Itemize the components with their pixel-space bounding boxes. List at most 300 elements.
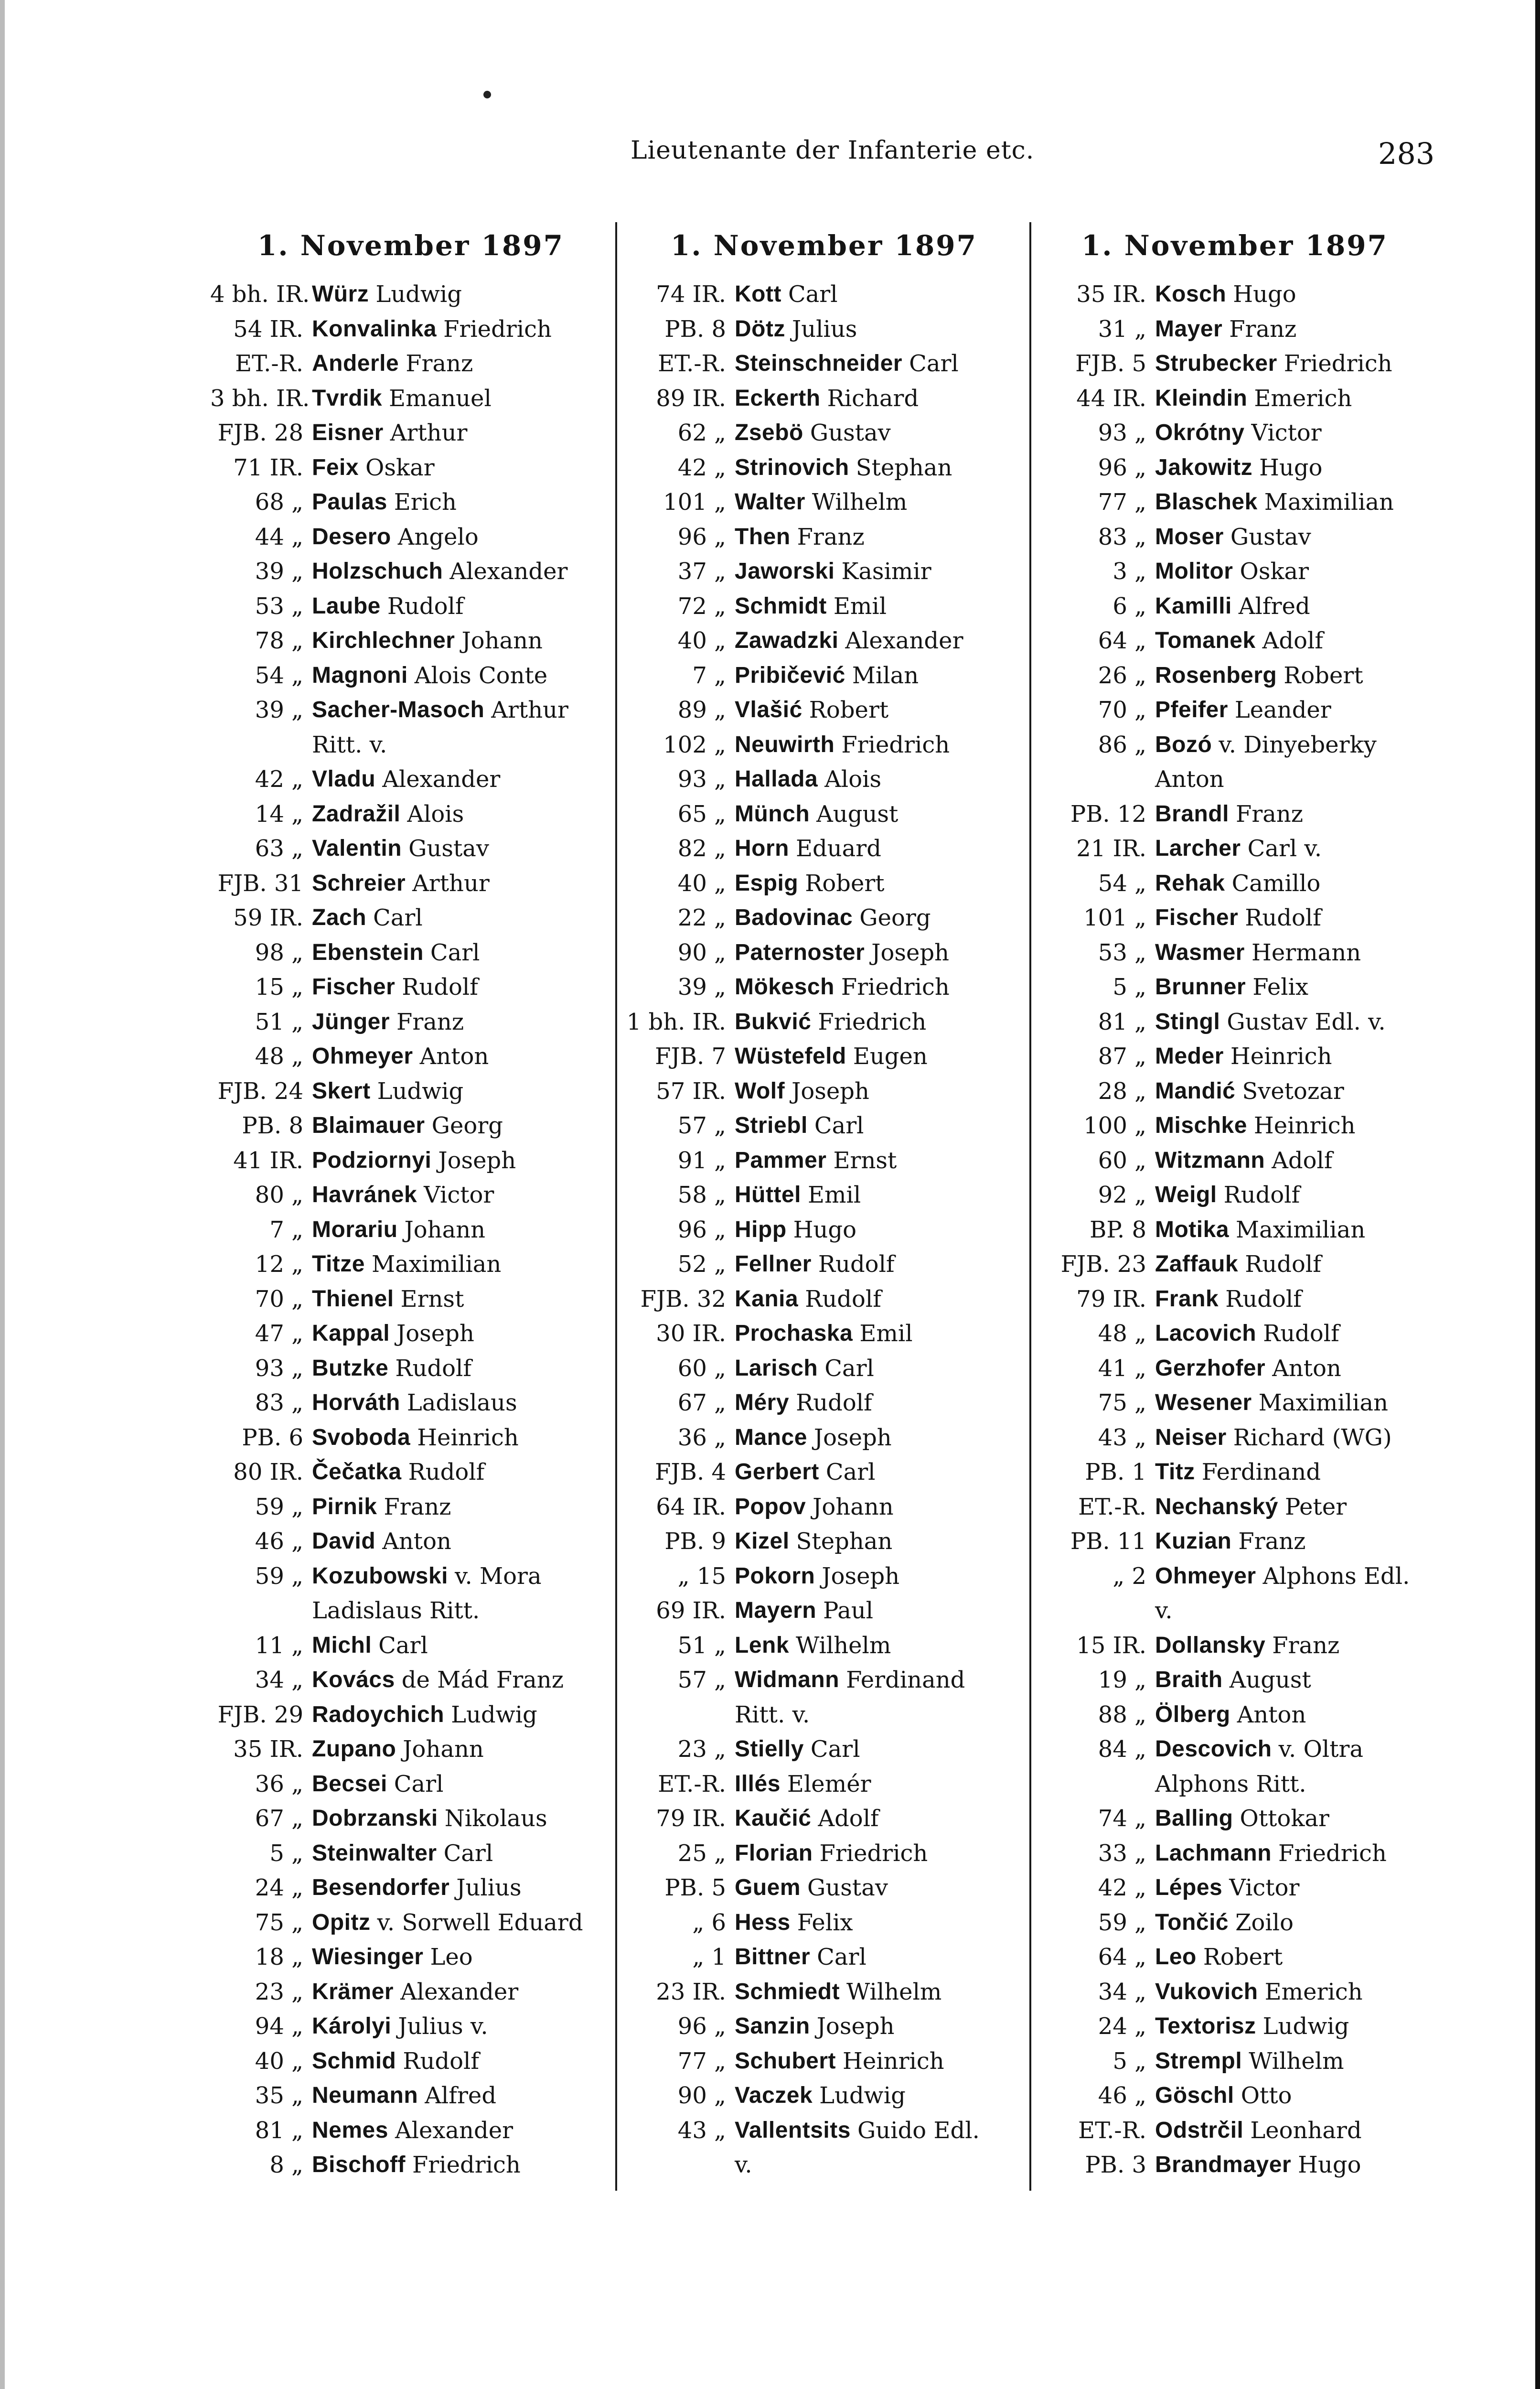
surname: Laube	[312, 593, 381, 619]
list-item	[1037, 1559, 1433, 1594]
given-name: Maximilian	[1258, 1389, 1389, 1416]
surname: Zadražil	[312, 801, 401, 827]
unit-label: 35 IR.	[233, 1736, 303, 1763]
given-name: Victor	[1251, 420, 1322, 446]
given-name: v. Mora	[455, 1562, 542, 1590]
list-item	[210, 1420, 611, 1455]
list-item	[621, 1905, 1027, 1940]
given-name: Stephan	[796, 1528, 893, 1555]
unit-label: PB. 12	[1070, 800, 1146, 828]
unit-label: 80 „	[255, 1182, 303, 1208]
surname: Vaczek	[735, 2083, 813, 2108]
surname: Lenk	[735, 1632, 790, 1658]
unit-label: FJB. 24	[217, 1077, 303, 1105]
given-name: Adolf	[1262, 627, 1324, 654]
unit-label: 51 „	[677, 1632, 726, 1659]
surname: Braith	[1155, 1667, 1223, 1692]
list-item	[621, 1420, 1027, 1455]
unit-label: 39 „	[255, 697, 303, 723]
unit-label: 74 „	[1098, 1805, 1146, 1832]
list-item	[621, 346, 1027, 381]
unit-label: 70 „	[1098, 697, 1146, 723]
surname: Eisner	[312, 420, 384, 445]
surname: Fellner	[735, 1251, 812, 1277]
given-name: Rudolf	[403, 2047, 480, 2075]
surname: Ölberg	[1155, 1701, 1230, 1727]
list-item	[210, 520, 611, 555]
surname: Becsei	[312, 1771, 387, 1797]
list-item	[621, 970, 1027, 1005]
surname: Nemes	[312, 2117, 388, 2143]
unit-label: FJB. 31	[217, 870, 303, 897]
given-name: Victor	[1229, 1874, 1300, 1901]
unit-label: 39 „	[677, 974, 726, 1001]
list-item	[621, 693, 1027, 728]
column-2	[621, 229, 1027, 2246]
unit-label: 96 „	[677, 1216, 726, 1243]
given-name: Alfred	[1238, 592, 1310, 620]
given-name: Joseph	[822, 1562, 900, 1590]
entry-continuation	[621, 2148, 1027, 2183]
given-name: Rudolf	[395, 1355, 472, 1382]
list-item	[210, 658, 611, 693]
list-item	[210, 693, 611, 728]
list-item	[1037, 1628, 1433, 1663]
unit-label: ET.-R.	[658, 1770, 726, 1797]
unit-label: 54 „	[255, 662, 303, 689]
given-name: Wilhelm	[846, 1978, 942, 2005]
unit-label: 77 „	[677, 2047, 726, 2075]
unit-label: 53 „	[1098, 939, 1146, 966]
surname: Vladu	[312, 766, 376, 792]
given-name: Emanuel	[389, 385, 492, 412]
given-name: Gustav	[408, 835, 489, 862]
given-name: Georg	[431, 1112, 503, 1139]
list-item	[210, 1005, 611, 1040]
unit-label: 19 „	[1098, 1667, 1146, 1693]
surname: Havránek	[312, 1182, 417, 1207]
unit-label: 52 „	[677, 1251, 726, 1278]
entry-list	[210, 277, 611, 2183]
list-item	[210, 1836, 611, 1871]
column-1	[210, 229, 611, 2246]
surname: Wüstefeld	[735, 1044, 846, 1069]
surname: Tvrdik	[312, 385, 383, 411]
given-name: v.	[735, 2152, 752, 2178]
given-name: Erich	[394, 489, 457, 516]
list-item	[210, 1628, 611, 1663]
surname: Bukvić	[735, 1009, 812, 1034]
given-name: v. Oltra	[1278, 1736, 1364, 1763]
given-name: Otto	[1241, 2082, 1292, 2109]
list-item	[621, 277, 1027, 312]
given-name: Ernst	[400, 1285, 464, 1313]
unit-label: 58 „	[677, 1182, 726, 1208]
unit-label: 60 „	[1098, 1147, 1146, 1174]
surname: Textorisz	[1155, 2013, 1256, 2039]
surname: Odstrčil	[1155, 2117, 1244, 2143]
list-item	[1037, 381, 1433, 416]
unit-label: 42 „	[255, 766, 303, 793]
given-name: v. Sorwell Eduard	[377, 1909, 583, 1936]
surname: Neuwirth	[735, 732, 835, 757]
unit-label: 39 „	[255, 558, 303, 585]
surname: Balling	[1155, 1806, 1233, 1831]
list-item	[621, 1108, 1027, 1143]
surname: Neumann	[312, 2083, 418, 2108]
list-item	[210, 485, 611, 520]
unit-label: BP. 8	[1090, 1216, 1146, 1243]
list-item	[621, 1524, 1027, 1559]
given-name: Rudolf	[796, 1389, 872, 1416]
unit-label: ET.-R.	[235, 350, 303, 377]
unit-label: 23 „	[677, 1736, 726, 1763]
list-item	[210, 589, 611, 624]
list-item	[1037, 1213, 1433, 1248]
list-item	[1037, 797, 1433, 832]
given-name: Rudolf	[1245, 904, 1322, 931]
list-item	[1037, 1143, 1433, 1178]
surname: Fischer	[1155, 905, 1239, 930]
list-item	[1037, 1663, 1433, 1698]
surname: Walter	[735, 489, 805, 515]
list-item	[1037, 554, 1433, 589]
list-item	[1037, 1801, 1433, 1836]
surname: Sanzin	[735, 2013, 810, 2039]
unit-label: 40 „	[255, 2047, 303, 2075]
unit-label: FJB. 5	[1075, 350, 1146, 377]
list-item	[1037, 1420, 1433, 1455]
list-item	[210, 2148, 611, 2183]
surname: Wasmer	[1155, 939, 1245, 965]
unit-label: 15 „	[255, 974, 303, 1001]
given-name: Gustav	[810, 420, 891, 446]
given-name: Felix	[797, 1909, 853, 1936]
unit-label: 43 „	[677, 2117, 726, 2144]
given-name: Franz	[1272, 1632, 1340, 1659]
list-item	[621, 1801, 1027, 1836]
surname: Dollansky	[1155, 1632, 1266, 1658]
surname: Meder	[1155, 1044, 1224, 1069]
surname: Wolf	[735, 1078, 785, 1104]
surname: Kirchlechner	[312, 628, 455, 653]
unit-label: „ 15	[677, 1562, 726, 1590]
list-item	[210, 1351, 611, 1386]
list-item	[210, 2044, 611, 2079]
given-name: Hugo	[1298, 2152, 1361, 2178]
given-name: Alexander	[845, 627, 963, 654]
unit-label: 59 „	[255, 1493, 303, 1520]
surname: Larisch	[735, 1355, 818, 1381]
given-name: Victor	[424, 1182, 494, 1208]
unit-label: 48 „	[1098, 1320, 1146, 1347]
surname: Leo	[1155, 1944, 1197, 1969]
unit-label: 84 „	[1098, 1736, 1146, 1763]
entry-continuation	[210, 1593, 611, 1628]
given-name: Emerich	[1254, 385, 1352, 412]
surname: Magnoni	[312, 662, 408, 688]
given-name: Johann	[403, 1736, 484, 1763]
unit-label: 75 „	[1098, 1389, 1146, 1416]
unit-label: 91 „	[677, 1147, 726, 1174]
surname: Horváth	[312, 1390, 400, 1415]
given-name: Alexander	[400, 1978, 519, 2005]
given-name: Franz	[1236, 800, 1304, 828]
unit-label: 54 „	[1098, 870, 1146, 897]
unit-label: 5 „	[1112, 2047, 1146, 2075]
surname: Kania	[735, 1286, 799, 1312]
given-name: Johann	[461, 627, 543, 654]
given-name: Franz	[797, 523, 865, 550]
unit-label: 67 „	[255, 1805, 303, 1832]
unit-label: 53 „	[255, 592, 303, 620]
list-item	[1037, 1524, 1433, 1559]
given-name: Emil	[859, 1320, 913, 1347]
surname: Hipp	[735, 1216, 787, 1242]
surname: Brandl	[1155, 801, 1230, 827]
given-name: Adolf	[818, 1805, 879, 1832]
surname: Prochaska	[735, 1321, 853, 1346]
unit-label: 34 „	[1098, 1978, 1146, 2005]
list-item	[210, 277, 611, 312]
list-item	[210, 624, 611, 658]
surname: Mayer	[1155, 316, 1223, 342]
surname: Badovinac	[735, 905, 853, 930]
list-item	[210, 901, 611, 936]
unit-label: PB. 3	[1085, 2152, 1146, 2178]
list-item	[621, 1455, 1027, 1490]
surname: Witzmann	[1155, 1147, 1265, 1173]
list-item	[1037, 485, 1433, 520]
unit-label: 31 „	[1098, 315, 1146, 343]
surname: Kamilli	[1155, 593, 1232, 619]
surname: Horn	[735, 836, 789, 861]
list-item	[1037, 1316, 1433, 1351]
list-item	[621, 381, 1027, 416]
unit-label: 89 „	[677, 697, 726, 723]
unit-label: 80 IR.	[233, 1459, 303, 1485]
surname: Skert	[312, 1078, 371, 1104]
given-name: Friedrich	[443, 315, 552, 343]
unit-label: 22 „	[677, 904, 726, 931]
surname: Steinwalter	[312, 1840, 437, 1866]
surname: Vlašić	[735, 697, 802, 722]
surname: Anderle	[312, 351, 399, 376]
unit-label: 92 „	[1098, 1182, 1146, 1208]
unit-label: 102 „	[663, 731, 726, 758]
unit-label: FJB. 7	[655, 1043, 726, 1070]
given-name: Elemér	[787, 1770, 871, 1797]
given-name: v.	[1155, 1597, 1173, 1624]
surname: Descovich	[1155, 1736, 1272, 1762]
unit-label: 64 „	[1098, 1944, 1146, 1970]
surname: Podziornyi	[312, 1147, 432, 1173]
list-item	[621, 901, 1027, 936]
unit-label: 89 IR.	[656, 385, 726, 412]
unit-label: 41 IR.	[233, 1147, 303, 1174]
list-item	[621, 1386, 1027, 1420]
unit-label: 35 „	[255, 2082, 303, 2109]
unit-label: 62 „	[677, 420, 726, 446]
unit-label: 23 „	[255, 1978, 303, 2005]
unit-label: 77 „	[1098, 489, 1146, 516]
unit-label: 4 bh. IR.	[210, 281, 310, 308]
list-item	[210, 1455, 611, 1490]
given-name: Carl	[373, 904, 423, 931]
surname: Zach	[312, 905, 367, 930]
given-name: Rudolf	[818, 1251, 895, 1278]
surname: Eckerth	[735, 385, 821, 411]
list-item	[1037, 451, 1433, 485]
given-name: Eduard	[795, 835, 881, 862]
unit-label: 101 „	[663, 489, 726, 516]
column-separator-2	[1029, 222, 1031, 2191]
given-name: Julius	[456, 1874, 522, 1901]
surname: Jaworski	[735, 559, 835, 584]
list-item	[621, 1871, 1027, 1905]
unit-label: 88 „	[1098, 1701, 1146, 1728]
page-right-edge	[1535, 0, 1540, 2389]
list-item	[210, 1524, 611, 1559]
surname: Würz	[312, 281, 369, 307]
given-name: Alexander	[382, 766, 501, 793]
unit-label: 37 „	[677, 558, 726, 585]
surname: Moser	[1155, 524, 1224, 549]
given-name: Leo	[430, 1944, 473, 1970]
list-item	[621, 2078, 1027, 2113]
unit-label: 83 „	[255, 1389, 303, 1416]
surname: Striebl	[735, 1113, 808, 1138]
list-item	[210, 1143, 611, 1178]
surname: Espig	[735, 870, 799, 896]
surname: Thienel	[312, 1286, 394, 1312]
unit-label: 63 „	[255, 835, 303, 862]
given-name: Rudolf	[1245, 1251, 1321, 1278]
unit-label: PB. 9	[664, 1528, 726, 1555]
given-name: Angelo	[397, 523, 479, 550]
surname: Kappal	[312, 1321, 390, 1346]
surname: Pfeifer	[1155, 697, 1228, 722]
surname: Mandić	[1155, 1078, 1236, 1104]
unit-label: PB. 1	[1085, 1459, 1146, 1485]
surname: Schmiedt	[735, 1979, 840, 2004]
unit-label: 1 bh. IR.	[626, 1008, 726, 1035]
unit-label: 90 „	[677, 939, 726, 966]
list-item	[210, 1282, 611, 1317]
given-name: Ritt. v.	[312, 731, 387, 758]
unit-label: 23 IR.	[656, 1978, 726, 2005]
given-name: Oskar	[1240, 558, 1309, 585]
surname: Strinovich	[735, 454, 849, 480]
given-name: Friedrich	[841, 974, 950, 1001]
surname: Stielly	[735, 1736, 804, 1762]
given-name: Franz	[396, 1008, 464, 1035]
given-name: Robert	[809, 697, 889, 723]
list-item	[210, 797, 611, 832]
unit-label: 70 „	[255, 1285, 303, 1313]
surname: Besendorfer	[312, 1875, 450, 1900]
entry-continuation	[1037, 1593, 1433, 1628]
given-name: Ladislaus	[406, 1389, 517, 1416]
list-item	[210, 1801, 611, 1836]
given-name: Franz	[1238, 1528, 1306, 1555]
surname: Kosch	[1155, 281, 1227, 307]
surname: Nechanský	[1155, 1494, 1278, 1519]
unit-label: 98 „	[255, 939, 303, 966]
given-name: Friedrich	[412, 2152, 521, 2178]
unit-label: 36 „	[255, 1770, 303, 1797]
list-item	[621, 589, 1027, 624]
unit-label: 87 „	[1098, 1043, 1146, 1070]
list-item	[210, 1732, 611, 1767]
unit-label: 40 „	[677, 870, 726, 897]
given-name: Kasimir	[841, 558, 931, 585]
list-item	[210, 2078, 611, 2113]
given-name: August	[1229, 1667, 1311, 1693]
surname: Guem	[735, 1875, 801, 1900]
list-item	[1037, 1490, 1433, 1525]
surname: Čečatka	[312, 1459, 402, 1485]
given-name: Franz	[1229, 315, 1297, 343]
given-name: Johann	[404, 1216, 486, 1243]
surname: Bozó	[1155, 732, 1212, 757]
surname: Rosenberg	[1155, 662, 1277, 688]
given-name: Carl	[443, 1840, 493, 1867]
list-item	[621, 797, 1027, 832]
surname: Feix	[312, 454, 359, 480]
list-item	[1037, 1455, 1433, 1490]
unit-label: 59 IR.	[233, 904, 303, 931]
given-name: Julius v.	[398, 2013, 488, 2040]
list-item	[621, 1767, 1027, 1802]
unit-label: „ 1	[692, 1944, 726, 1970]
surname: Vallentsits	[735, 2117, 851, 2143]
given-name: Gustav Edl. v.	[1227, 1008, 1386, 1035]
list-item	[621, 1316, 1027, 1351]
given-name: Leander	[1234, 697, 1331, 723]
given-name: Alexander	[449, 558, 568, 585]
surname: Titz	[1155, 1459, 1195, 1485]
given-name: Carl	[824, 1355, 874, 1382]
unit-label: 93 „	[255, 1355, 303, 1382]
list-item	[621, 2113, 1027, 2148]
surname: Münch	[735, 801, 810, 827]
given-name: Robert	[805, 870, 885, 897]
unit-label: 21 IR.	[1076, 835, 1146, 862]
surname: Mischke	[1155, 1113, 1247, 1138]
given-name: Rudolf	[805, 1285, 882, 1313]
surname: Radoychich	[312, 1701, 445, 1727]
list-item	[210, 312, 611, 347]
surname: Then	[735, 524, 791, 549]
given-name: v. Dinyeberky	[1219, 731, 1377, 758]
list-item	[621, 1143, 1027, 1178]
given-name: Alphons Ritt.	[1155, 1770, 1306, 1797]
list-item	[1037, 346, 1433, 381]
list-item	[621, 485, 1027, 520]
surname: David	[312, 1528, 376, 1554]
given-name: Robert	[1283, 662, 1363, 689]
list-item	[1037, 277, 1433, 312]
given-name: Alfred	[425, 2082, 497, 2109]
list-item	[210, 346, 611, 381]
list-item	[210, 762, 611, 797]
unit-label: 7 „	[269, 1216, 303, 1243]
given-name: Milan	[852, 662, 919, 689]
list-item	[1037, 2009, 1433, 2044]
given-name: Alois Conte	[414, 662, 548, 689]
given-name: Georg	[859, 904, 931, 931]
